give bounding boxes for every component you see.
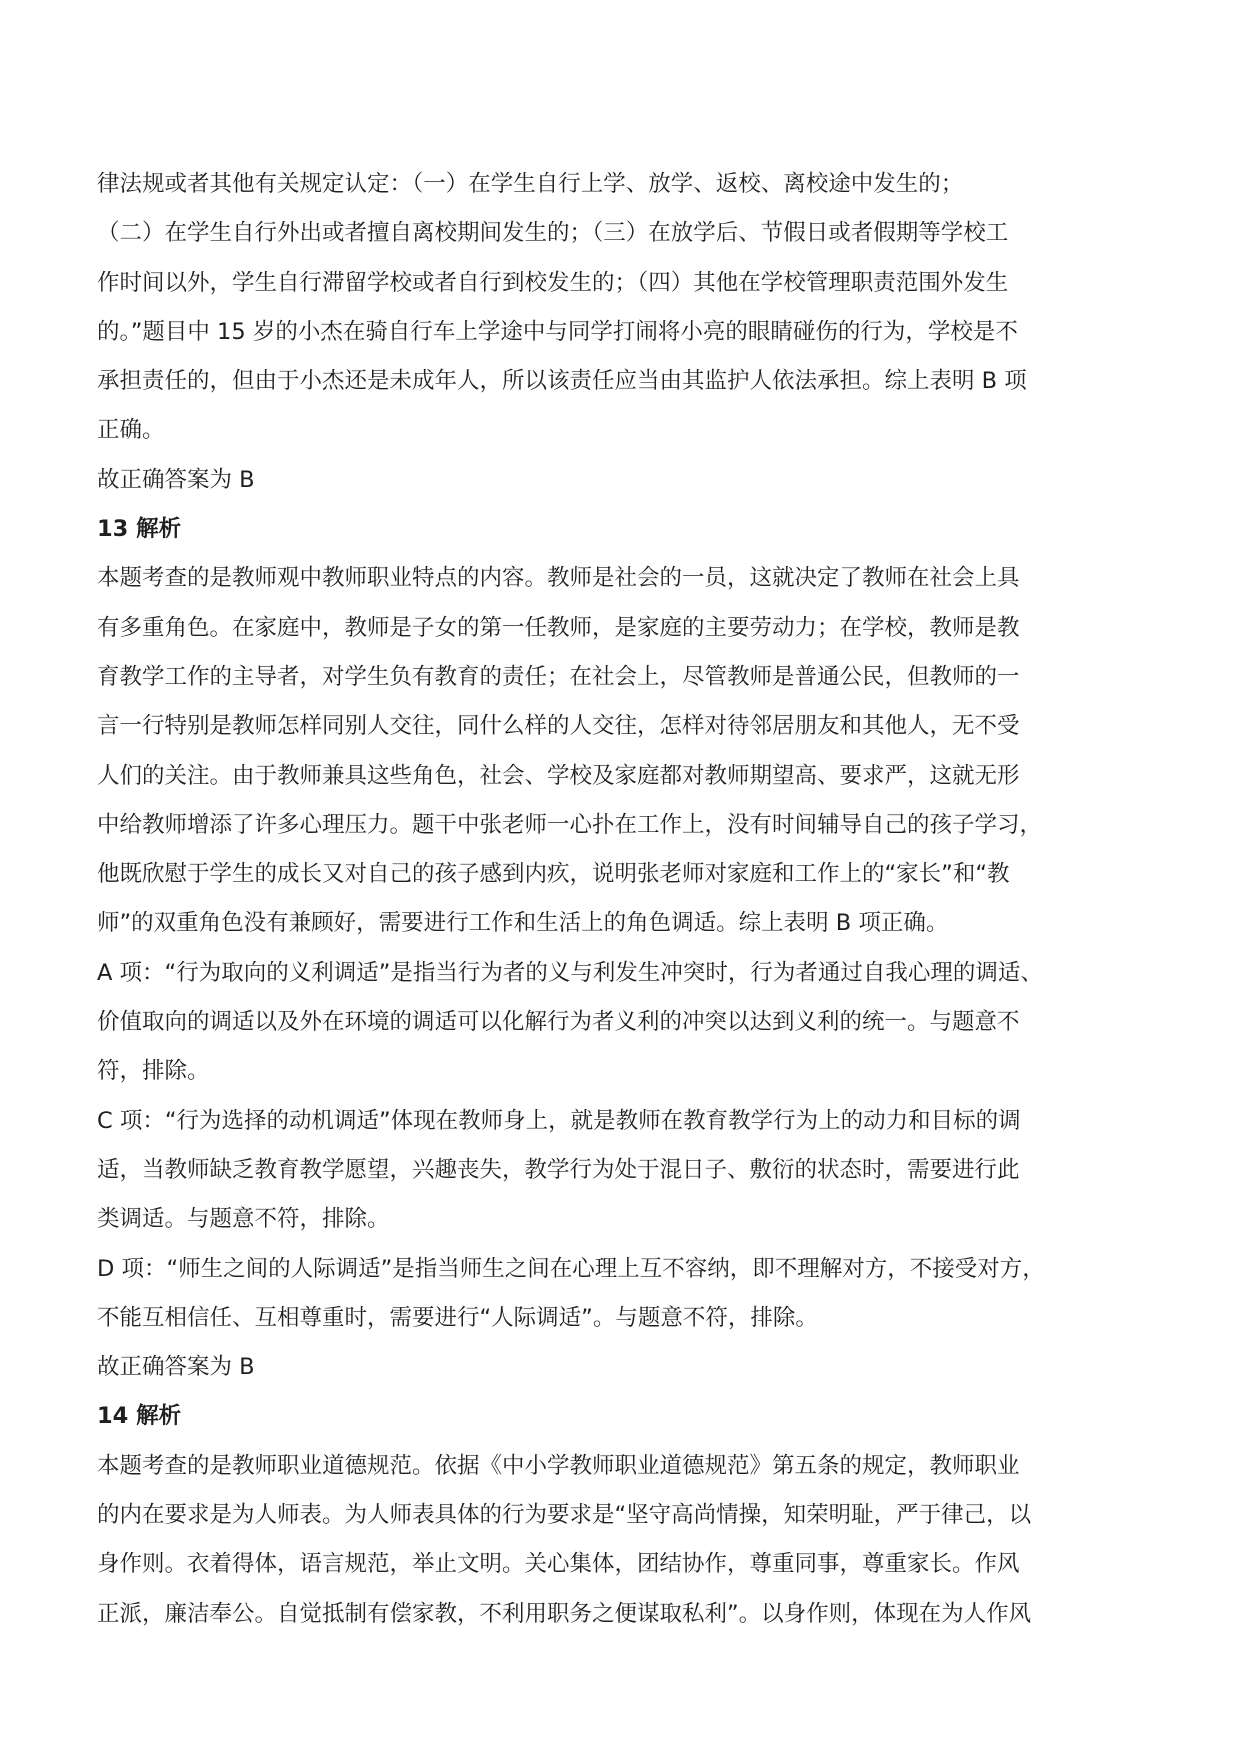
text-line: 育教学工作的主导者，对学生负有教育的责任；在社会上，尽管教师是普通公民，但教师的一 — [97, 663, 1020, 690]
text-line: A 项：“行为取向的义利调适”是指当行为者的义与利发生冲突时，行为者通过自我心理的调适、 — [97, 959, 1043, 986]
text-line: 的内在要求是为人师表。为人师表具体的行为要求是“坚守高尚情操，知荣明耻，严于律己，以 — [97, 1502, 1032, 1529]
text-line: （二）在学生自行外出或者擅自离校期间发生的；（三）在放学后、节假日或者假期等学校工 — [97, 220, 1009, 247]
text-line: 适，当教师缺乏教育教学愿望，兴趣丧失，教学行为处于混日子、敷衍的状态时，需要进行此 — [97, 1156, 1020, 1183]
text-line: 他既欣慰于学生的成长又对自己的孩子感到内疚，说明张老师对家庭和工作上的“家长”和“教 — [97, 861, 1010, 888]
text-line: 作时间以外，学生自行滞留学校或者自行到校发生的；（四）其他在学校管理职责范围外发生 — [97, 269, 1009, 296]
text-line: 人们的关注。由于教师兼具这些角色，社会、学校及家庭都对教师期望高、要求严，这就无形 — [97, 762, 1020, 789]
text-line: 本题考查的是教师观中教师职业特点的内容。教师是社会的一员，这就决定了教师在社会上具 — [97, 565, 1020, 592]
text-line: 中给教师增添了许多心理压力。题干中张老师一心扑在工作上，没有时间辅导自己的孩子学习， — [97, 811, 1043, 838]
text-line: 正派，廉洁奉公。自觉抵制有偿家教，不利用职务之便谋取私利”。以身作则，体现在为人作风 — [97, 1600, 1032, 1627]
text-line: 言一行特别是教师怎样同别人交往，同什么样的人交往，怎样对待邻居朋友和其他人，无不受 — [97, 713, 1020, 740]
text-line: 师”的双重角色没有兼顾好，需要进行工作和生活上的角色调适。综上表明 B 项正确。 — [97, 910, 949, 937]
text-line: C 项：“行为选择的动机调适”体现在教师身上，就是教师在教育教学行为上的动力和目标的调 — [97, 1107, 1021, 1134]
text-line: 价值取向的调适以及外在环境的调适可以化解行为者义利的冲突以达到义利的统一。与题意不 — [97, 1009, 1020, 1036]
text-line: 有多重角色。在家庭中，教师是子女的第一任教师，是家庭的主要劳动力；在学校，教师是教 — [97, 614, 1020, 641]
text-line: D 项：“师生之间的人际调适”是指当师生之间在心理上互不容纳，即不理解对方，不接受对方， — [97, 1255, 1045, 1282]
text-line: 承担责任的，但由于小杰还是未成年人，所以该责任应当由其监护人依法承担。综上表明 B 项 — [97, 368, 1027, 395]
text-line: 类调适。与题意不符，排除。 — [97, 1206, 390, 1233]
answer-line: 故正确答案为 B — [97, 466, 255, 493]
section-heading: 13 解析 — [97, 516, 182, 543]
section-heading: 14 解析 — [97, 1403, 182, 1430]
text-line: 不能互相信任、互相尊重时，需要进行“人际调适”。与题意不符，排除。 — [97, 1304, 818, 1331]
text-line: 本题考查的是教师职业道德规范。依据《中小学教师职业道德规范》第五条的规定，教师职业 — [97, 1452, 1020, 1479]
answer-line: 故正确答案为 B — [97, 1354, 255, 1381]
text-line: 的。”题目中 15 岁的小杰在骑自行车上学途中与同学打闹将小亮的眼睛碰伤的行为，学校是不 — [97, 318, 1018, 345]
text-line: 身作则。衣着得体，语言规范，举止文明。关心集体，团结协作，尊重同事，尊重家长。作风 — [97, 1551, 1020, 1578]
document-page — [97, 160, 1157, 1639]
text-line: 律法规或者其他有关规定认定：（一）在学生自行上学、放学、返校、离校途中发生的； — [97, 171, 964, 197]
text-line: 正确。 — [97, 417, 165, 444]
text-line: 符，排除。 — [97, 1058, 210, 1085]
